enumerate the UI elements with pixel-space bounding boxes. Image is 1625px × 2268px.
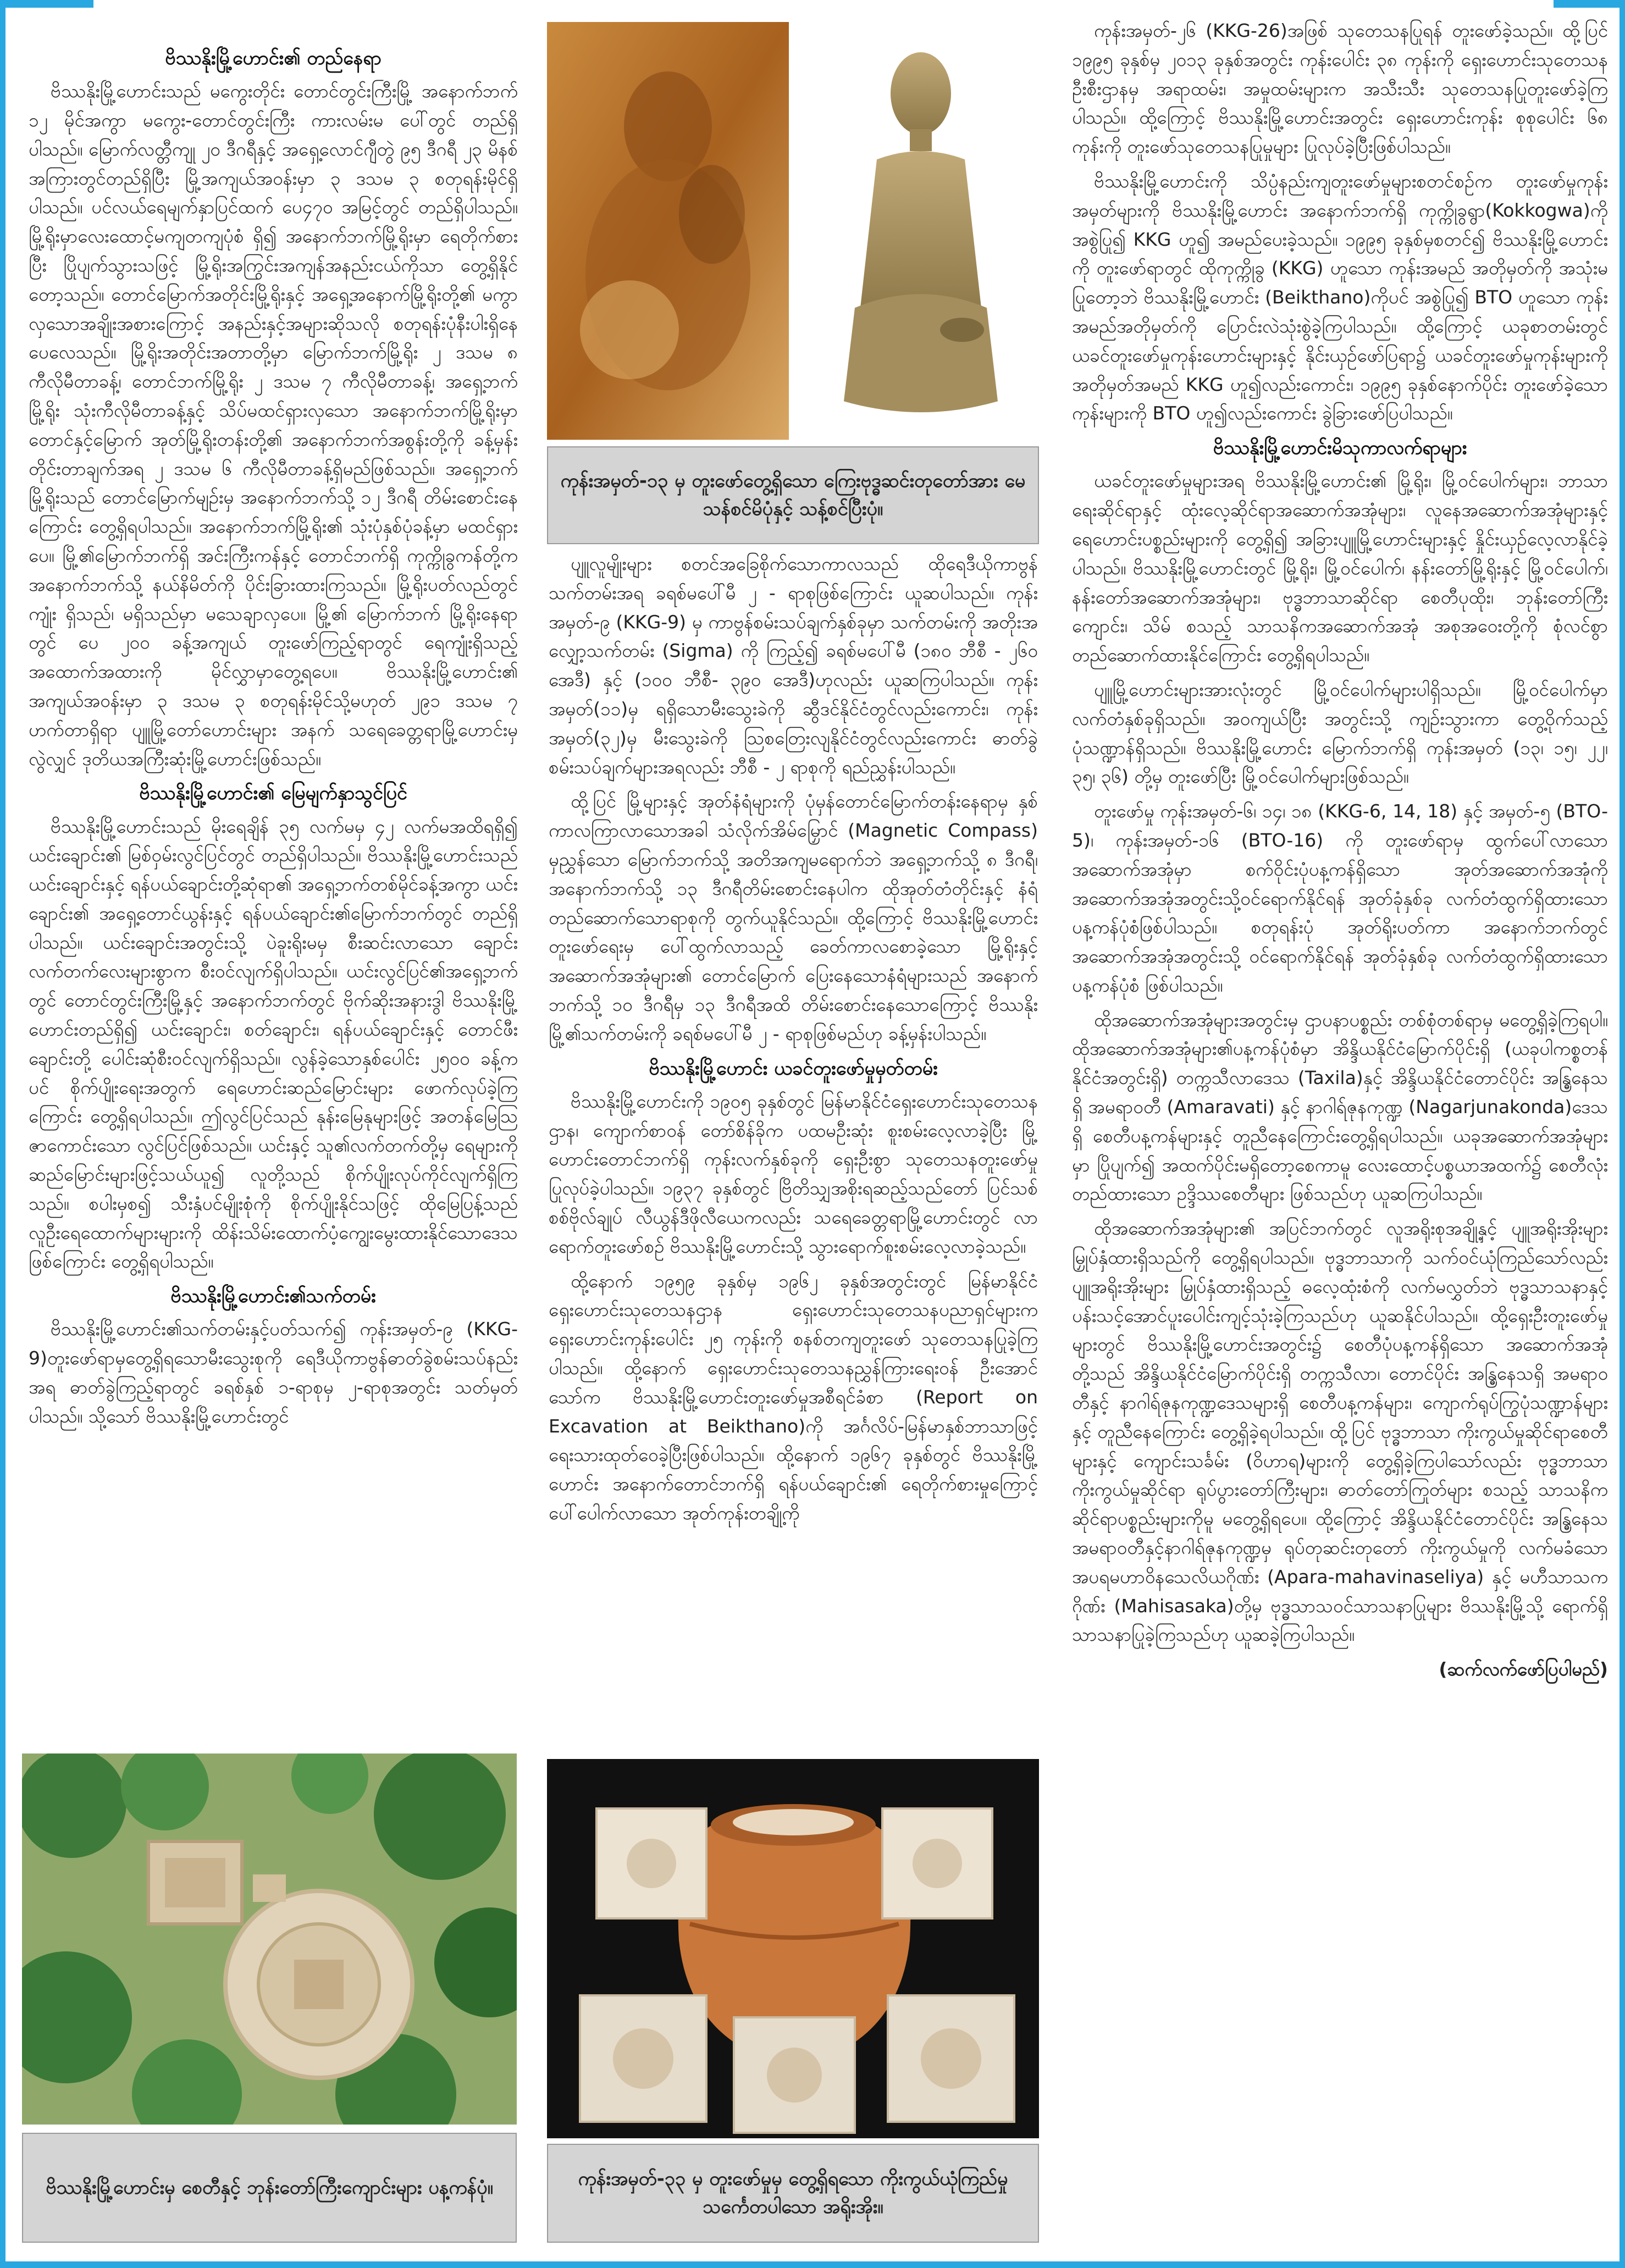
corner-accent-left <box>5 0 93 8</box>
heading-architecture: ဗိဿနိုးမြို့ဟောင်းမိသုကာလက်ရာများ <box>1213 437 1467 460</box>
figure-bronze-buddha <box>547 22 1039 440</box>
heading-location: ဗိဿနိုးမြို့ဟောင်း၏ တည်နေရာ <box>165 47 382 69</box>
article-column-2 <box>549 550 1038 1710</box>
figure-aerial-site <box>22 1753 517 2125</box>
paragraph: ထို့ပြင် မြို့များနှင့် အုတ်နံရံများကို ပုံမှန်တောင်မြောက်တန်းနေရာမှ နှစ်ကာလကြာလာသောအခါ သံလိုက်အိမ်မြှောင် (Magnetic Compass) မှညွှန်သော မြောက်ဘက်သို့ အတိအကျမရောက်ဘဲ အရှေ့ဘက်သို့ ၈ ဒီဂရီ၊ အနောက်ဘက်သို့ ၁၃ ဒီဂရီတိမ်းစောင်းနေပါက ထိုအုတ်တံတိုင်းနှင့် နံရံတည်ဆောက်သောရာစုကို တွက်ယူနိုင်သည်။ ထို့ကြောင့် ဗိဿနိုးမြို့ဟောင်း တူးဖော်ရေးမှ ပေါ်ထွက်လာသည့် ခေတ်ကာလစောခဲ့သော မြို့ရိုးနှင့် အဆောက်အအုံများ၏ တောင်မြောက် ပြေးနေသောနံရံများသည် အနောက်ဘက်သို့ ၁၀ ဒီဂရီမှ ၁၃ ဒီဂရီအထိ တိမ်းစောင်းနေသောကြောင့် ဗိဿနိုးမြို့၏သက်တမ်းကို ခရစ်မပေါ်မီ ၂ - ရာစုဖြစ်မည်ဟု ခန့်မှန်းပါသည်။ <box>549 790 1038 1044</box>
to-be-continued: (ဆက်လက်ဖော်ပြပါမည်) <box>1439 1658 1608 1680</box>
paragraph: ဗိဿနိုးမြို့ဟောင်းသည် မိုးရေချိန် ၃၅ လက်မမှ ၄၂ လက်မအထိရရှိ၍ ယင်းချောင်း၏ မြစ်ဝှမ်းလွင်ပြင်တွင် တည်ရှိပါသည်။ ဗိဿနိုးမြို့ဟောင်းသည် ယင်းချောင်းနှင့် ရန်ပယ်ချောင်းတို့ဆုံရာ၏ အရှေ့ဘက်တစ်မိုင်ခန့်အကွာ ယင်းချောင်း၏ အရှေ့တောင်ယွန်းနှင့် ရန်ပယ်ချောင်း၏မြောက်ဘက်တွင် တည်ရှိပါသည်။ ယင်းချောင်းအတွင်းသို့ ပဲခူးရိုးမမှ စီးဆင်းလာသော ချောင်းလက်တက်လေးများစွာက စီးဝင်လျက်ရှိပါသည်။ ယင်းလွင်ပြင်၏အရှေ့ဘက်တွင် တောင်တွင်းကြီးမြို့နှင့် အနောက်ဘက်တွင် ဗိုက်ဆိုးအနားဒွါ ဗိဿနိုးမြို့ဟောင်းတည်ရှိ၍ ယင်းချောင်း၊ စတ်ချောင်း၊ ရန်ပယ်ချောင်းနှင့် တောင်ဖီးချောင်းတို့ ပေါင်းဆုံစီးဝင်လျက်ရှိသည်။ လွန်ခဲ့သောနှစ်ပေါင်း ၂၅၀၀ ခန့်ကပင် စိုက်ပျိုးရေးအတွက် ရေဟောင်းဆည်မြောင်းများ ဖောက်လုပ်ခဲ့ကြကြောင်း တွေ့ရှိရပါသည်။ ဤလွင်ပြင်သည် နုန်းမြေနုများဖြင့် အတန်မြေသြဇာကောင်းသော လွင်ပြင်ဖြစ်သည်။ ယင်းနှင့် သူ၏လက်တက်တို့မှ ရေများကို ဆည်မြောင်းများဖြင့်သယ်ယူ၍ လူတို့သည် စိုက်ပျိုးလုပ်ကိုင်လျက်ရှိကြသည်။ စပါးမှစ၍ သီးနှံပင်မျိုးစုံကို စိုက်ပျိုးနိုင်သဖြင့် ထိုမြေပြန့်သည် လူဦးရေထောက်များများကို ထိန်းသိမ်းထောက်ပံ့ကျွေးမွေးထားနိုင်သောဒေသဖြစ်ကြောင်း တွေ့ရှိရပါသည်။ <box>29 815 518 1273</box>
paragraph: ဗိဿနိုးမြို့ဟောင်းကို ၁၉၀၅ ခုနှစ်တွင် မြန်မာနိုင်ငံရှေးဟောင်းသုတေသနဌာန၊ ကျောက်စာဝန် တော်စိန်ခိုက ပထမဦးဆုံး စူးစမ်းလေ့လာခဲ့ပြီး မြို့ဟောင်းတောင်ဘက်ရှိ ကုန်းလက်နှစ်ခုကို ရှေးဦးစွာ သုတေသနတူးဖော်မှု ပြုလုပ်ခဲ့ပါသည်။ ၁၉၃၇ ခုနှစ်တွင် ဗြိတိသျှအစိုးရဆည့်သည်တော် ပြင်သစ်စစ်ဗိုလ်ချုပ် လီယွန်ဒီဖိုလီယေကလည်း သရေခေတ္တရာမြို့ဟောင်းတွင် လာရောက်တူးဖော်စဉ် ဗိဿနိုးမြို့ဟောင်းသို့ သွားရောက်စူးစမ်းလေ့လာခဲ့သည်။ <box>549 1090 1038 1257</box>
corner-accent-right <box>1554 0 1620 8</box>
paragraph: တူးဖော်မှု ကုန်းအမှတ်-၆၊ ၁၄၊ ၁၈ (KKG-6, 14, 18) နှင့် အမှတ်-၅ (BTO-5)၊ ကုန်းအမှတ်-၁၆ (BTO-16) ကို တူးဖော်ရာမှ ထွက်ပေါ်လာသောအဆောက်အအုံမှာ စက်ဝိုင်းပုံပန့ကန်ရှိသော အုတ်အဆောက်အအုံကို အဆောက်အအုံအတွင်းသို့ဝင်ရောက်နိုင်ရန် အုတ်ခုံနှစ်ခု လက်တံထွက်ရှိထားသော ပန့ကန်ပုံစံဖြစ်ပါသည်။ စတုရန်းပုံ အုတ်ရိုးပတ်ကာ အနောက်ဘက်တွင် အဆောက်အအုံအတွင်းသို့ ဝင်ရောက်နိုင်ရန် အုတ်ခုံနှစ်ခု လက်တံထွက်ရှိထားသော ပန့ကန်ပုံစံ ဖြစ်ပါသည်။ <box>1072 800 1608 996</box>
article-column-3 <box>1072 16 1608 2243</box>
paragraph: ဗိဿနိုးမြို့ဟောင်းသည် မကွေးတိုင်း တောင်တွင်းကြီးမြို့ အနောက်ဘက် ၁၂ မိုင်အကွာ မကွေး-တောင်တွင်းကြီး ကားလမ်းမ ပေါ်တွင် တည်ရှိပါသည်။ မြောက်လတ္တီကျု ၂၀ ဒီဂရီနှင့် အရှေ့လောင်ဂျီတွဲ ၉၅ ဒီဂရီ ၂၃ မိနစ်အကြားတွင်တည်ရှိပြီး မြို့အကျယ်အဝန်းမှာ ၃ ဒသမ ၃ စတုရန်းမိုင်ရှိပါသည်။ ပင်လယ်ရေမျက်နှာပြင်ထက် ပေ၄၇၀ အမြင့်တွင် တည်ရှိပါသည်။ မြို့ရိုးမှာလေးထောင့်မကျတကျပုံစံ ရှိ၍ အနောက်ဘက်မြို့ရိုးမှာ ရေတိုက်စားပြီး ပြိုပျက်သွားသဖြင့် မြို့ရိုးအကြွင်းအကျန်အနည်းငယ်ကိုသာ တွေ့ရှိနိုင်တော့သည်။ တောင်မြောက်အတိုင်းမြို့ရိုးနှင့် အရှေ့အနောက်မြို့ရိုးတို့၏ မကွာလှသောအချိုးအစားကြောင့် အနည်းနှင့်အများဆိုသလို စတုရန်းပုံနီးပါးရှိနေပေလေသည်။ မြို့ရိုးအတိုင်းအတာတို့မှာ မြောက်ဘက်မြို့ရိုး ၂ ဒသမ ၈ ကီလိုမီတာခန့်၊ တောင်ဘက်မြို့ရိုး ၂ ဒသမ ၇ ကီလိုမီတာခန့်၊ အရှေ့ဘက်မြို့ရိုး သုံးကီလိုမီတာခန့်နှင့် သိပ်မထင်ရှားလှသော အနောက်ဘက်မြို့ရိုးမှာ တောင်နှင့်မြောက် အုတ်မြို့ရိုးတန်းတို့၏ အနောက်ဘက်အစွန်းတို့ကို ခန့်မှန်းတိုင်းတာချက်အရ ၂ ဒသမ ၆ ကီလိုမီတာခန့်ရှိမည်ဖြစ်သည်။ အရှေ့ဘက်မြို့ရိုးသည် တောင်မြောက်မျဉ်းမှ အနောက်ဘက်သို့ ၁၂ ဒီဂရီ တိမ်းစောင်းနေကြောင်း တွေ့ရှိရပါသည်။ အနောက်ဘက်မြို့ရိုး၏ သုံးပုံနှစ်ပုံခန့်မှာ မထင်ရှားပေ။ မြို့၏မြောက်ဘက်ရှိ အင်းကြီးကန်နှင့် တောင်ဘက်ရှိ ကုက္ကိုခွကန်တို့က အနောက်ဘက်သို့ နယ်နိမိတ်ကို ပိုင်းခြားထားကြသည်။ မြို့ရိုးပတ်လည်တွင် ကျုံး ရှိသည်၊ မရှိသည်မှာ မသေချာလှပေ။ မြို့၏ မြောက်ဘက် မြို့ရိုးနေရာတွင် ပေ ၂၀၀ ခန့်အကျယ် တူးဖော်ကြည့်ရာတွင် ရေကျုံးရှိသည့်အထောက်အထားကို မိုင်လွှာမှာတွေ့ရပေ။ ဗိဿနိုးမြို့ဟောင်း၏ အကျယ်အဝန်းမှာ ၃ ဒသမ ၃ စတုရန်းမိုင်သို့မဟုတ် ၂၉၁ ဒသမ ၇ ဟက်တာရှိရာ ပျူမြို့တော်ဟောင်းများ အနက် သရေခေတ္တရာမြို့ဟောင်းမှလွဲလျှင် ဒုတိယအကြီးဆုံးမြို့ဟောင်းဖြစ်သည်။ <box>29 80 518 770</box>
heading-topography: ဗိဿနိုးမြို့ဟောင်း၏ မြေမျက်နှာသွင်ပြင် <box>139 782 407 805</box>
buddha-photos <box>547 22 1039 440</box>
article-column-1 <box>29 38 518 1729</box>
heading-age: ဗိဿနိုးမြို့ဟောင်း၏သက်တမ်း <box>170 1285 376 1308</box>
urn-photo <box>547 1759 1039 2138</box>
figure-urn-plaques <box>547 1759 1039 2138</box>
caption-aerial-site: ဗိဿနိုးမြို့ဟောင်းမှ စေတီနှင့် ဘုန်းတော်ကြီးကျောင်းများ ပန့ကန်ပုံ။ <box>22 2133 517 2243</box>
paragraph: ပျူလူမျိုးများ စတင်အခြေစိုက်သောကာလသည် ထိုရေဒီယိုကာဗွန်သက်တမ်းအရ ခရစ်မပေါ်မီ ၂ - ရာစုဖြစ်ကြောင်း ယူဆပါသည်။ ကုန်းအမှတ်-၉ (KKG-9) မှ ကာဗွန်စမ်းသပ်ချက်နှစ်ခုမှာ သက်တမ်းကို အတိုးအလျှော့သက်တမ်း (Sigma) ကို ကြည့်၍ ခရစ်မပေါ်မီ (၁၈၀ ဘီစီ - ၂၆၀ အေဒီ) နှင့် (၁၀၀ ဘီစီ- ၃၉၀ အေဒီ)ဟုလည်း ယူဆကြပါသည်။ ကုန်းအမှတ်(၁၁)မှ ရရှိသောမီးသွေးခဲကို ဆွီဒင်နိုင်ငံတွင်လည်းကောင်း၊ ကုန်းအမှတ်(၃၂)မှ မီးသွေးခဲကို ဩစတြေးလျနိုင်ငံတွင်လည်းကောင်း ဓာတ်ခွဲစမ်းသပ်ချက်များအရလည်း ဘီစီ - ၂ ရာစုကို ရည်ညွှန်းပါသည်။ <box>549 553 1038 778</box>
paragraph: ထိုအဆောက်အအုံများ၏ အပြင်ဘက်တွင် လူအရိုးစုအချို့နှင့် ပျူအရိုးအိုးများ မြှုပ်နှံထားရှိသည်ကို တွေ့ရှိရပါသည်။ ဗုဒ္ဓဘာသာကို သက်ဝင်ယုံကြည်သော်လည်း ပျူအရိုးအိုးများ မြှုပ်နှံထားရှိသည့် ဓလေ့ထုံးစံကို လက်မလွှတ်ဘဲ ဗုဒ္ဓသာသနာနှင့် ပန်းသင့်အောင်ပူးပေါင်းကျင့်သုံးခဲ့ကြသည်ဟု ယူဆနိုင်ပါသည်။ ထို့ရှေးဦးတူးဖော်မှုများတွင် ဗိဿနိုးမြို့ဟောင်းအတွင်း၌ စေတီပုံပန့ကန်ရှိသော အဆောက်အအုံတို့သည် အိန္ဒိယနိုင်ငံမြောက်ပိုင်းရှိ တက္ကသီလာ၊ တောင်ပိုင်း အန္ဓြနေသရှိ အမရာဝတီနှင့် နာဂါရ်ဇုနကုဏ္ဍဒေသများရှိ စေတီပန့ကန်များ၊ ကျောက်ရုပ်ကြွပုံသဏ္ဍာန်များနှင့် တူညီနေကြောင်း တွေ့ရှိခဲ့ရပါသည်။ ထို့ပြင် ဗုဒ္ဓဘာသာ ကိုးကွယ်မှုဆိုင်ရာစေတီများနှင့် ကျောင်းသင်္ခမ်း (ဝိဟာရ)များကို တွေ့ရှိခဲ့ကြပါသော်လည်း ဗုဒ္ဓဘာသာကိုးကွယ်မှုဆိုင်ရာ ရုပ်ပွားတော်ကြီးများ၊ ဓာတ်တော်ကြုတ်များ စသည့် သာသနိကဆိုင်ရာပစ္စည်းများကိုမူ မတွေ့ရှိရပေ။ ထို့ကြောင့် အိန္ဒိယနိုင်ငံတောင်ပိုင်း အန္ဓြနေသ အမရာဝတီနှင့်နာဂါရ်ဇုနကုဏ္ဍမှ ရုပ်တုဆင်းတုတော် ကိုးကွယ်မှုကို လက်မခံသော အပရမဟာဝိနသေလိယဂိုဏ်း (Apara-mahavinaseliya) နှင့် မဟီသာသကဂိုဏ်း (Mahisasaka)တို့မှ ဗုဒ္ဓသာသဝင်သာသနာပြုများ ဗိဿနိုးမြို့သို့ ရောက်ရှိသာသနာပြုခဲ့ကြသည်ဟု ယူဆခဲ့ကြပါသည်။ <box>1072 1218 1608 1646</box>
paragraph: ကုန်းအမှတ်-၂၆ (KKG-26)အဖြစ် သုတေသနပြုရန် တူးဖော်ခဲ့သည်။ ထို့ပြင် ၁၉၉၅ ခုနှစ်မှ ၂၀၁၃ ခုနှစ်အတွင်း ကုန်းပေါင်း ၃၈ ကုန်းကို ရှေးဟောင်းသုတေသနဦးစီးဌာနမှ အရာထမ်း၊ အမှုထမ်းများက အသီးသီး သုတေသနပြုတူးဖော်ခဲ့ကြပါသည်။ ထို့ကြောင့် ဗိဿနိုးမြို့ဟောင်းအတွင်း ရှေးဟောင်းကုန်း စုစုပေါင်း ၆၈ ကုန်းကို တူးဖော်သုတေသနပြုမှုများ ပြုလုပ်ခဲ့ပြီးဖြစ်ပါသည်။ <box>1072 20 1608 158</box>
paragraph: ပျူမြို့ဟောင်းများအားလုံးတွင် မြို့ဝင်ပေါက်များပါရှိသည်။ မြို့ဝင်ပေါက်မှာ လက်တံနှစ်ခုရှိသည်။ အဝကျယ်ပြီး အတွင်းသို့ ကျဉ်းသွားကာ တွေ့ဝိုက်သည့်ပုံသဏ္ဍာန်ရှိသည်။ ဗိဿနိုးမြို့ဟောင်း မြောက်ဘက်ရှိ ကုန်းအမှတ် (၁၃၊ ၁၅၊ ၂၂၊ ၃၅၊ ၃၆) တို့မှ တူးဖော်ပြီး မြို့ဝင်ပေါက်များဖြစ်သည်။ <box>1072 678 1608 788</box>
paragraph: ဗိဿနိုးမြို့ဟောင်း၏သက်တမ်းနှင့်ပတ်သက်၍ ကုန်းအမှတ်-၉ (KKG-9)တူးဖော်ရာမှတွေ့ရှိရသောမီးသွေးစုကို ရေဒီယိုကာဗွန်ဓာတ်ခွဲစမ်းသပ်နည်းအရ ဓာတ်ခွဲကြည့်ရာတွင် ခရစ်နှစ် ၁-ရာစုမှ ၂-ရာစုအတွင်း သတ်မှတ်ပါသည်။ သို့သော် ဗိဿနိုးမြို့ဟောင်းတွင် <box>29 1318 518 1427</box>
paragraph: ယခင်တူးဖော်မှုများအရ ဗိဿနိုးမြို့ဟောင်း၏ မြို့ရိုး၊ မြို့ဝင်ပေါက်များ၊ ဘာသာရေးဆိုင်ရာနှင့် ထုံးလေ့ဆိုင်ရာအဆောက်အအုံများ၊ လူနေအဆောက်အအုံများနှင့် ရေဟောင်းပစ္စည်းများကို တွေ့ရှိ၍ အခြားပျူမြို့ဟောင်းများနှင့် နှိုင်းယှဉ်လေ့လာနိုင်ခဲ့ပါသည်။ ဗိဿနိုးမြို့ဟောင်းတွင် မြို့ရိုး၊ မြို့ဝင်ပေါက်၊ နန်းတော်မြို့ရိုးနှင့် မြို့ဝင်ပေါက်၊ နန်းတော်အဆောက်အအုံများ၊ ဗုဒ္ဓဘာသာဆိုင်ရာ စေတီပုထိုး၊ ဘုန်းတော်ကြီးကျောင်း၊ သိမ် စသည့် သာသနိကအဆောက်အအုံ အစုအဝေးတို့ကို စုံလင်စွာ တည်ဆောက်ထားနိုင်ကြောင်း တွေ့ရှိရပါသည်။ <box>1072 470 1608 666</box>
heading-excavation-records: ဗိဿနိုးမြို့ဟောင်း ယခင်တူးဖော်မှုမှတ်တမ်း <box>649 1057 938 1080</box>
aerial-photo <box>22 1753 517 2125</box>
paragraph: ထို့နောက် ၁၉၅၉ ခုနှစ်မှ ၁၉၆၂ ခုနှစ်အတွင်းတွင် မြန်မာနိုင်ငံရှေးဟောင်းသုတေသနဌာန ရှေးဟောင်းသုတေသနပညာရှင်များက ရှေးဟောင်းကုန်းပေါင်း ၂၅ ကုန်းကို စနစ်တကျတူးဖော် သုတေသနပြုခဲ့ကြပါသည်။ ထို့နောက် ရှေးဟောင်းသုတေသနညွှန်ကြားရေးဝန် ဦးအောင်သော်က ဗိဿနိုးမြို့ဟောင်းတူးဖော်မှုအစီရင်ခံစာ (Report on Excavation at Beikthano)ကို အင်္ဂလိပ်-မြန်မာနှစ်ဘာသာဖြင့် ရေးသားထုတ်ဝေခဲ့ပြီးဖြစ်ပါသည်။ ထို့နောက် ၁၉၆၇ ခုနှစ်တွင် ဗိဿနိုးမြို့ဟောင်း အနောက်တောင်ဘက်ရှိ ရန်ပယ်ချောင်း၏ ရေတိုက်စားမှုကြောင့် ပေါ်ပေါက်လာသော အုတ်ကုန်းတချို့ကို <box>549 1270 1038 1524</box>
caption-bronze-buddha: ကုန်းအမှတ်-၁၃ မှ တူးဖော်တွေ့ရှိသော ကြေးဗုဒ္ဓဆင်းတုတော်အား မေသန်စင်မိပုံနှင့် သန့်စင်ပြီးပုံ။ <box>547 446 1039 544</box>
caption-urn-plaques: ကုန်းအမှတ်-၃၃ မှ တူးဖော်မှုမှ တွေ့ရှိရသော ကိုးကွယ်ယုံကြည်မှု သင်္ကေတပါသော အရိုးအိုး။ <box>547 2144 1039 2243</box>
paragraph: ထိုအဆောက်အအုံများအတွင်းမှ ဌာပနာပစ္စည်း တစ်စုံတစ်ရာမှ မတွေ့ရှိခဲ့ကြရပါ။ ထိုအဆောက်အအုံများ၏ပန့ကန်ပုံစံမှာ အိန္ဒိယနိုင်ငံမြောက်ပိုင်းရှိ (ယခုပါကစ္စတန်နိုင်ငံအတွင်းရှိ) တက္ကသီလာဒေသ (Taxila)နှင့် အိန္ဒိယနိုင်ငံတောင်ပိုင်း အန္ဓြနေသရှိ အမရာဝတီ (Amaravati) နှင့် နာဂါရ်ဇုနကုဏ္ဍ (Nagarjunakonda)ဒေသရှိ စေတီပန့ကန်များနှင့် တူညီနေကြောင်းတွေ့ရှိရပါသည်။ ယခုအဆောက်အအုံများမှာ ပြိုပျက်၍ အထက်ပိုင်းမရှိတော့စေကာမူ လေးထောင့်ပစ္စယာအထက်၌ စေတီလုံးတည်ထားသော ဥဒ္ဒိဿစေတီများ ဖြစ်သည်ဟု ယူဆကြပါသည်။ <box>1072 1009 1608 1205</box>
paragraph: ဗိဿနိုးမြို့ဟောင်းကို သိပ္ပံနည်းကျတူးဖော်မှုများစတင်စဉ်က တူးဖော်မှုကုန်းအမှတ်များကို ဗိဿနိုးမြို့ဟောင်း အနောက်ဘက်ရှိ ကုက္ကိုခွရွာ(Kokkogwa)ကို အစွဲပြု၍ KKG ဟူ၍ အမည်ပေးခဲ့သည်။ ၁၉၉၅ ခုနှစ်မှစတင်၍ ဗိဿနိုးမြို့ဟောင်းကို တူးဖော်ရာတွင် ထိုကုက္ကိုခွ (KKG) ဟူသော ကုန်းအမည် အတိုမှတ်ကို အသုံးမပြုတော့ဘဲ ဗိဿနိုးမြို့ဟောင်း (Beikthano)ကိုပင် အစွဲပြု၍ BTO ဟူသော ကုန်းအမည်အတိုမှတ်ကို ပြောင်းလဲသုံးစွဲခဲ့ကြပါသည်။ ထို့ကြောင့် ယခုစာတမ်းတွင် ယခင်တူးဖော်မှုကုန်းဟောင်းများနှင့် နိုင်းယှဉ်ဖော်ပြရာ၌ ယခင်တူးဖော်မှုကုန်းများကို အတိုမှတ်အမည် KKG ဟူ၍လည်းကောင်း၊ ၁၉၉၅ ခုနှစ်နောက်ပိုင်း တူးဖော်ခဲ့သော ကုန်းများကို BTO ဟူ၍လည်းကောင်း ခွဲခြားဖော်ပြပါသည်။ <box>1072 170 1608 424</box>
